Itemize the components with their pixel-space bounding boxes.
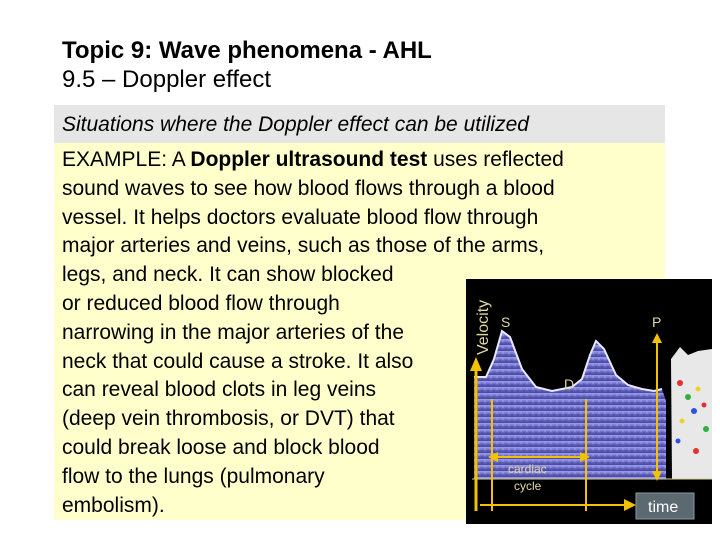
body-line-4: major arteries and veins, such as those of the arms, — [62, 234, 545, 258]
body-line-9: can reveal blood clots in leg veins — [62, 378, 377, 402]
body-line-12: flow to the lungs (pulmonary — [62, 464, 325, 488]
d-label: D — [564, 376, 575, 392]
body-line-2: sound waves to see how blood flows through a blood — [62, 176, 555, 200]
cycle-label: cycle — [514, 479, 542, 493]
slide-title — [62, 36, 432, 94]
cardiac-label: cardiac — [508, 462, 547, 476]
body-line-13: embolism). — [62, 493, 165, 517]
color-speckle-region — [671, 347, 712, 479]
body-line-7: narrowing in the major arteries of the — [62, 320, 404, 344]
body-line-5: legs, and neck. It can show blocked — [62, 263, 394, 287]
bold-term: Doppler ultrasound test — [190, 148, 428, 171]
p-label: P — [652, 314, 662, 330]
section-heading: 9.5 – Doppler effect — [62, 66, 272, 93]
body-line-10: (deep vein thrombosis, or DVT) that — [62, 407, 395, 431]
doppler-ultrasound-image — [466, 279, 712, 524]
body-line-1: EXAMPLE: A Doppler ultrasound test uses reflected — [62, 148, 564, 171]
s-label: S — [501, 314, 511, 330]
body-line-11: could break loose and block blood — [62, 435, 380, 459]
body-line-6: or reduced blood flow through — [62, 291, 340, 315]
body-line-3: vessel. It helps doctors evaluate blood flow through — [62, 205, 539, 229]
time-label: time — [648, 499, 679, 516]
velocity-label: Velocity — [475, 299, 492, 355]
body-line-8: neck that could cause a stroke. It also — [62, 349, 414, 373]
topic-heading: Topic 9: Wave phenomena - AHL — [62, 37, 432, 64]
subtitle: Situations where the Doppler effect can be utilized — [62, 113, 529, 136]
